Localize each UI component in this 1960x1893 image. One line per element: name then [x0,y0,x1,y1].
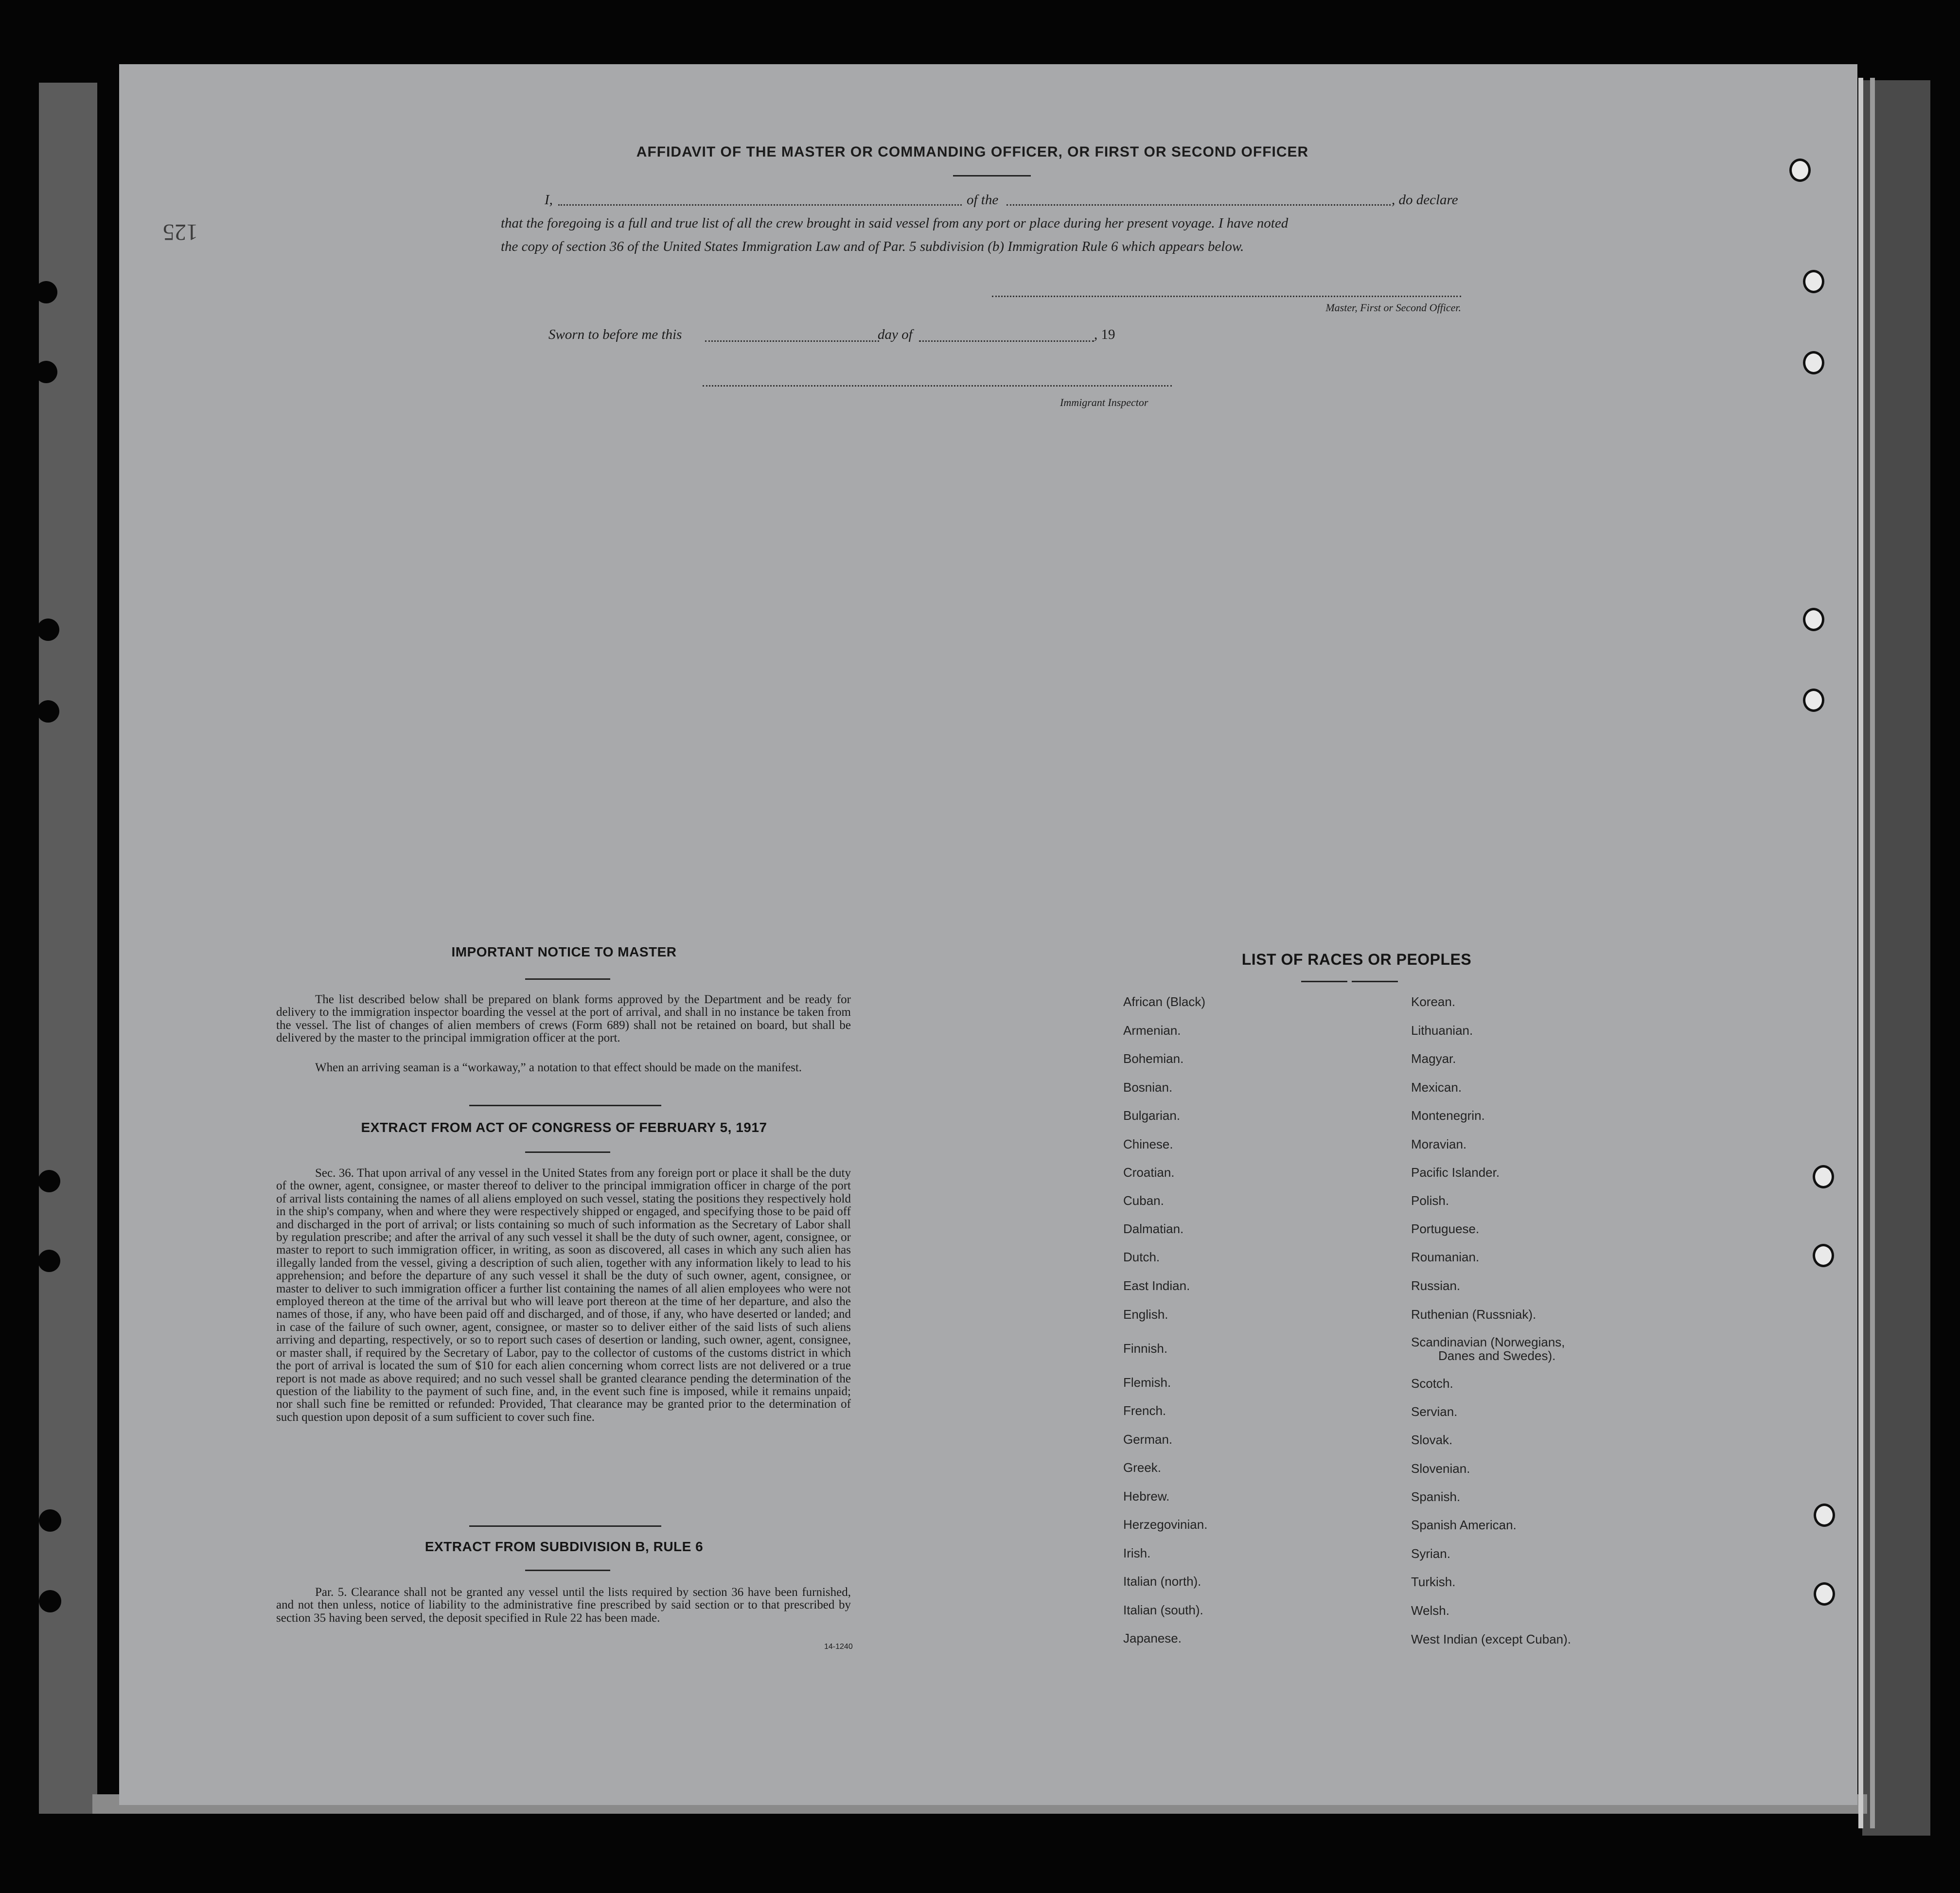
race-item: Russian. [1411,1278,1461,1293]
extract-rule-title: EXTRACT FROM SUBDIVISION B, RULE 6 [424,1539,704,1554]
punch-hole-ring [1789,159,1811,182]
race-item: Montenegrin. [1411,1108,1485,1123]
affidavit-title: AFFIDAVIT OF THE MASTER OR COMMANDING OFFICER, OR FIRST OR SECOND OFFICER [636,144,1309,160]
notice-underline [525,978,610,980]
extract-act-body: Sec. 36. That upon arrival of any vessel in the United States from any foreign port or place it shall be the duty of the owner, agent, consignee, or master thereof to deliver to the principal immigration officer in charge of the port of arrival lists containing the names of all aliens employed on such vessel, stating the positions they respectively hold in the ship's company, when and where they were respectively shipped or engaged, and specifying those to be paid off and discharged in the port of arrival; or lists containing so much of such information as the Secretary of Labor shall by regulation prescribe; and after the arrival of any such vessel it shall be the duty of such owner, agent, consignee, or master to report to such immigration officer, in writing, as soon as discovered, all cases in which any such alien has illegally landed from the vessel, giving a description of such alien, together with any information likely to lead to his apprehension; and before the departure of any such vessel it shall be the duty of such owner, agent, consignee, or master to deliver to such immigration officer a further list containing the names of all alien employees who were not employed thereon at the time of the arrival but who will leave port thereon at the time of her departure, and also the names of those, if any, who have been paid off and discharged, and of those, if any, who have deserted or landed; and in case of the failure of such owner, agent, consignee, or master so to deliver either of the said lists of such aliens arriving and departing, respectively, or so to report such cases of desertion or landing, such owner, agent, consignee, or master shall, if required by the Secretary of Labor, pay to the collector of customs of the customs district in which the port of arrival is located the sum of $10 for each alien concerning whom correct lists are not delivered or a true report is not made as above required; and no such vessel shall be granted clearance pending the determination of the question of the liability to the payment of such fine, and, in the event such fine is imposed, while it remains unpaid; nor shall such fine be remitted or refunded: Provided, That clearance may be granted prior to the determination of such question upon deposit of a sum sufficient to cover such fine. [276,1167,851,1424]
race-item: Flemish. [1123,1375,1171,1390]
race-item: Syrian. [1411,1546,1450,1561]
punch-hole [39,1590,61,1612]
race-item: West Indian (except Cuban). [1411,1632,1572,1646]
sworn-day-blank [705,340,879,342]
race-item: Moravian. [1411,1137,1467,1151]
handwritten-margin-mark: 125 [163,219,198,245]
race-item: Bosnian. [1123,1080,1173,1095]
punch-hole-ring [1813,1244,1834,1267]
race-item: Bulgarian. [1123,1108,1181,1123]
officer-signature-label: Master, First or Second Officer. [1325,301,1461,314]
race-item: Ruthenian (Russniak). [1411,1307,1536,1322]
notice-paragraph-2: When an arriving seaman is a “workaway,” a notation to that effect should be made on the manifest. [315,1061,802,1074]
race-item: Lithuanian. [1411,1023,1473,1038]
race-item: German. [1123,1432,1173,1447]
race-item: Welsh. [1411,1603,1449,1618]
race-item: English. [1123,1307,1168,1322]
affidavit-line-2: that the foregoing is a full and true list of all the crew brought in said vessel from any port or place during her present voyage. I have noted [501,215,1289,231]
punch-hole [38,1170,60,1192]
punch-hole [37,619,59,641]
race-item: Mexican. [1411,1080,1462,1095]
extract-act-title: EXTRACT FROM ACT OF CONGRESS OF FEBRUARY 5, 1917 [361,1120,767,1135]
race-item: Irish. [1123,1546,1151,1560]
name-blank [558,204,962,206]
section-divider [469,1105,661,1106]
race-item: Scandinavian (Norwegians, [1411,1335,1565,1349]
race-item: Armenian. [1123,1023,1181,1038]
race-item: Herzegovinian. [1123,1517,1208,1532]
race-item: Servian. [1411,1404,1458,1419]
affidavit-i-label: I, [545,192,553,208]
affidavit-declare-label: , do declare [1392,192,1458,208]
races-underline-1 [1301,981,1347,982]
sheet-edge [1858,78,1863,1828]
race-item: Bohemian. [1123,1051,1184,1066]
sworn-prefix: Sworn to before me this [548,327,682,342]
races-underline-2 [1352,981,1398,982]
punch-hole [35,361,57,383]
race-item: Turkish. [1411,1575,1456,1589]
underlying-sheet-left [39,83,97,1814]
title-underline [953,175,1031,177]
punch-hole [35,281,57,303]
punch-hole-ring [1814,1582,1835,1606]
race-item: Finnish. [1123,1341,1168,1356]
race-item: Danes and Swedes). [1438,1348,1556,1363]
punch-hole-ring [1803,270,1824,293]
affidavit-of-the-label: of the [967,192,999,208]
extract-rule-body: Par. 5. Clearance shall not be granted any vessel until the lists required by section 36 have been furnished, and not then unless, notice of liability to the administrative fine prescribed by said section or to that prescribed by section 35 having been served, the deposit specified in Rule 22 has been made. [276,1586,851,1625]
punch-hole-ring [1813,1165,1834,1188]
race-item: Greek. [1123,1460,1162,1475]
notice-paragraph-1: The list described below shall be prepared on blank forms approved by the Department and be ready for delivery to the immigration inspector boarding the vessel at the port of arrival, and shall in no instance be taken from the vessel. The list of changes of alien members of crews (Form 689) shall not be retained on board, but shall be delivered by the master to the principal immigration officer at the port. [276,993,851,1045]
form-number: 14-1240 [824,1643,853,1651]
officer-signature-line [992,296,1461,297]
extract-act-underline [525,1151,610,1153]
punch-hole [37,700,59,723]
punch-hole-ring [1803,608,1824,631]
race-item: Dalmatian. [1123,1221,1184,1236]
race-item: French. [1123,1403,1166,1418]
punch-hole-ring [1803,351,1824,374]
race-item: Scotch. [1411,1376,1453,1391]
race-item: Italian (north). [1123,1574,1201,1589]
inspector-label: Immigrant Inspector [1060,396,1148,408]
punch-hole [38,1250,60,1272]
race-item: East Indian. [1123,1278,1190,1293]
sworn-day-of: day of [878,327,913,342]
race-item: Magyar. [1411,1051,1456,1066]
race-item: Pacific Islander. [1411,1165,1500,1180]
race-item: Hebrew. [1123,1489,1170,1504]
sheet-edge [1870,78,1875,1828]
sworn-month-blank [919,340,1094,342]
race-item: Chinese. [1123,1137,1173,1151]
race-item: Dutch. [1123,1250,1160,1264]
races-title: LIST OF RACES OR PEOPLES [1241,951,1472,968]
race-item: African (Black) [1123,994,1206,1009]
punch-hole-ring [1814,1504,1835,1527]
race-item: Cuban. [1123,1193,1164,1208]
race-item: Slovak. [1411,1433,1453,1447]
race-item: Polish. [1411,1193,1449,1208]
affidavit-line-3: the copy of section 36 of the United States Immigration Law and of Par. 5 subdivision (b) Immigration Rule 6 which appears below. [501,239,1244,254]
punch-hole [39,1509,61,1532]
race-item: Spanish American. [1411,1518,1517,1532]
race-item: Italian (south). [1123,1603,1203,1617]
race-item: Roumanian. [1411,1250,1480,1264]
vessel-blank [1006,204,1391,206]
notice-title: IMPORTANT NOTICE TO MASTER [451,944,677,959]
sworn-year: , 19 [1094,327,1115,342]
section-divider [469,1525,661,1527]
punch-hole-ring [1803,689,1824,712]
race-item: Portuguese. [1411,1221,1480,1236]
race-item: Korean. [1411,994,1456,1009]
race-item: Croatian. [1123,1165,1175,1180]
race-item: Slovenian. [1411,1461,1470,1476]
race-item: Spanish. [1411,1489,1461,1504]
inspector-signature-line [703,385,1172,387]
extract-rule-underline [525,1570,610,1571]
race-item: Japanese. [1123,1631,1182,1645]
